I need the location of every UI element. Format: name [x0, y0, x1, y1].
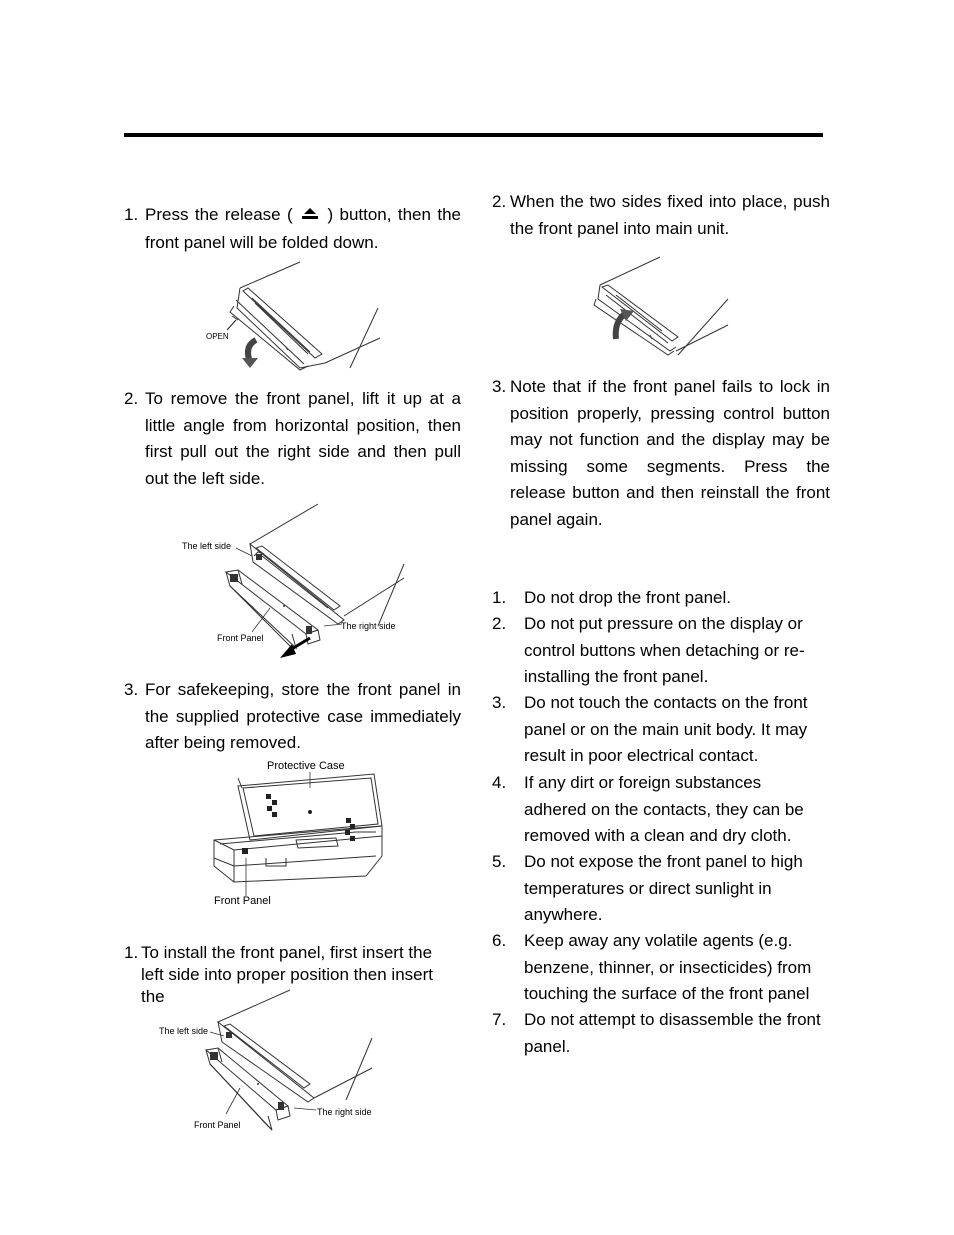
step-number: 3.: [124, 680, 139, 699]
push-in-figure: [592, 255, 732, 355]
step-text: To remove the front panel, lift it up at a little angle from horizontal position, then first pull out the right side and then pull out the left side.: [145, 389, 461, 488]
right-side-label: The right side: [317, 1107, 372, 1117]
install-panel-figure: [156, 988, 386, 1138]
remove-step-2: [124, 386, 461, 492]
step-text-a: Press the release (: [145, 205, 293, 224]
right-side-label: The right side: [341, 621, 396, 631]
caution-text: Keep away any volatile agents (e.g. benzene, thinner, or insecticides) from touching the surface of the front panel: [524, 931, 812, 1003]
step-text: When the two sides fixed into place, push the front panel into main unit.: [510, 192, 830, 238]
left-side-label: The left side: [182, 541, 232, 551]
remove-panel-figure: [178, 498, 408, 668]
front-panel-label: Front Panel: [217, 633, 264, 643]
caution-number: 4.: [492, 773, 507, 792]
caution-number: 3.: [492, 693, 507, 712]
step-number: 2.: [124, 389, 139, 408]
caution-number: 2.: [492, 614, 507, 633]
install-step-3: [492, 374, 830, 533]
caution-text: Do not drop the front panel.: [524, 588, 731, 607]
header-rule: [124, 133, 823, 137]
step-number: 3.: [492, 377, 507, 396]
step-text: Note that if the front panel fails to lock in position properly, pressing control button may not function and the display may be missing some segments. Press the release button and then reinstall the front panel again.: [510, 377, 830, 529]
caution-text: Do not attempt to disassemble the front panel.: [524, 1010, 821, 1056]
step-line-3: the: [141, 987, 165, 1006]
remove-step-3: [124, 677, 461, 757]
protective-case-label: Protective Case: [267, 760, 345, 772]
caution-number: 7.: [492, 1010, 507, 1029]
step-number: 1.: [124, 205, 139, 224]
remove-step-1: [124, 202, 461, 256]
step-number: 2.: [492, 192, 507, 211]
caution-number: 5.: [492, 852, 507, 871]
caution-text: Do not touch the contacts on the front panel or on the main unit body. It may result in poor electrical contact.: [524, 693, 808, 765]
step-number: 1.: [124, 943, 139, 962]
caution-text: If any dirt or foreign substances adhered on the contacts, they can be removed with a clean and dry cloth.: [524, 773, 804, 845]
left-side-label: The left side: [159, 1026, 209, 1036]
open-label: OPEN: [206, 332, 229, 341]
step-text-b: ) button, then the front panel will be folded down.: [145, 205, 461, 252]
step-text: For safekeeping, store the front panel in the supplied protective case immediately after being removed.: [145, 680, 461, 752]
caution-number: 1.: [492, 588, 507, 607]
step-line-1: To install the front panel, first insert the: [141, 943, 433, 962]
install-step-2: [492, 189, 830, 242]
caution-number: 6.: [492, 931, 507, 950]
front-panel-label: Front Panel: [194, 1120, 241, 1130]
eject-icon: [301, 203, 319, 230]
step-line-2: left side into proper position then insert: [141, 965, 434, 984]
front-panel-label: Front Panel: [214, 895, 271, 907]
protective-case-figure: [206, 754, 396, 912]
caution-text: Do not put pressure on the display or control buttons when detaching or re-installing the front panel.: [524, 614, 805, 686]
caution-text: Do not expose the front panel to high temperatures or direct sunlight in anywhere.: [524, 852, 803, 924]
fold-down-figure: [200, 258, 390, 376]
